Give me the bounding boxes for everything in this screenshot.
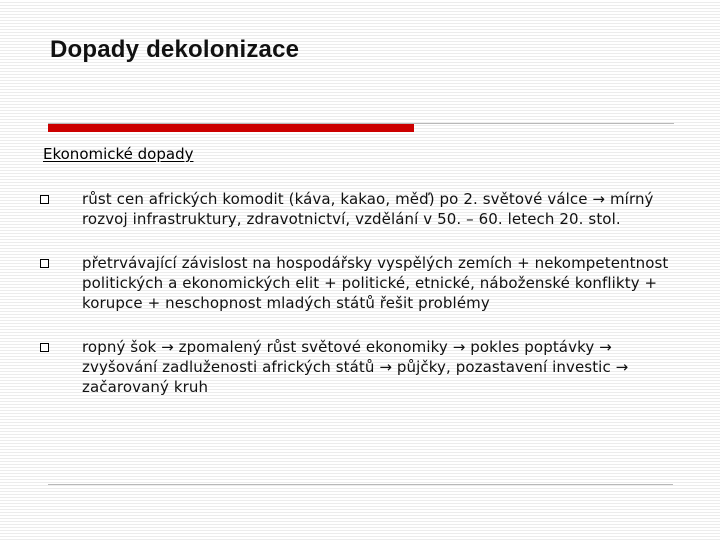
square-bullet-icon <box>40 343 49 352</box>
bullet-text: růst cen afrických komodit (káva, kakao, měď) po 2. světové válce → mírný rozvoj infrastruktury, zdravotnictví, vzdělání v 50. – 60. letech 20. stol. <box>82 190 654 228</box>
slide-title: Dopady dekolonizace <box>50 36 300 63</box>
bullet-list <box>40 189 680 421</box>
square-bullet-icon <box>40 259 49 268</box>
bullet-item <box>40 253 680 313</box>
bullet-text: přetrvávající závislost na hospodářsky vyspělých zemích + nekompetentnost politických a ekonomických elit + politické, etnické, náboženské konflikty + korupce + neschopnost mladých států řešit problémy <box>82 254 669 312</box>
bullet-item <box>40 189 680 229</box>
title-underline <box>48 123 674 133</box>
bullet-item <box>40 337 680 397</box>
bottom-divider <box>48 484 673 485</box>
bullet-text: ropný šok → zpomalený růst světové ekonomiky → pokles poptávky → zvyšování zadluženosti afrických států → půjčky, pozastavení investic → začarovaný kruh <box>82 338 629 396</box>
square-bullet-icon <box>40 195 49 204</box>
title-underline-accent <box>48 124 414 132</box>
section-heading: Ekonomické dopady <box>43 145 194 163</box>
